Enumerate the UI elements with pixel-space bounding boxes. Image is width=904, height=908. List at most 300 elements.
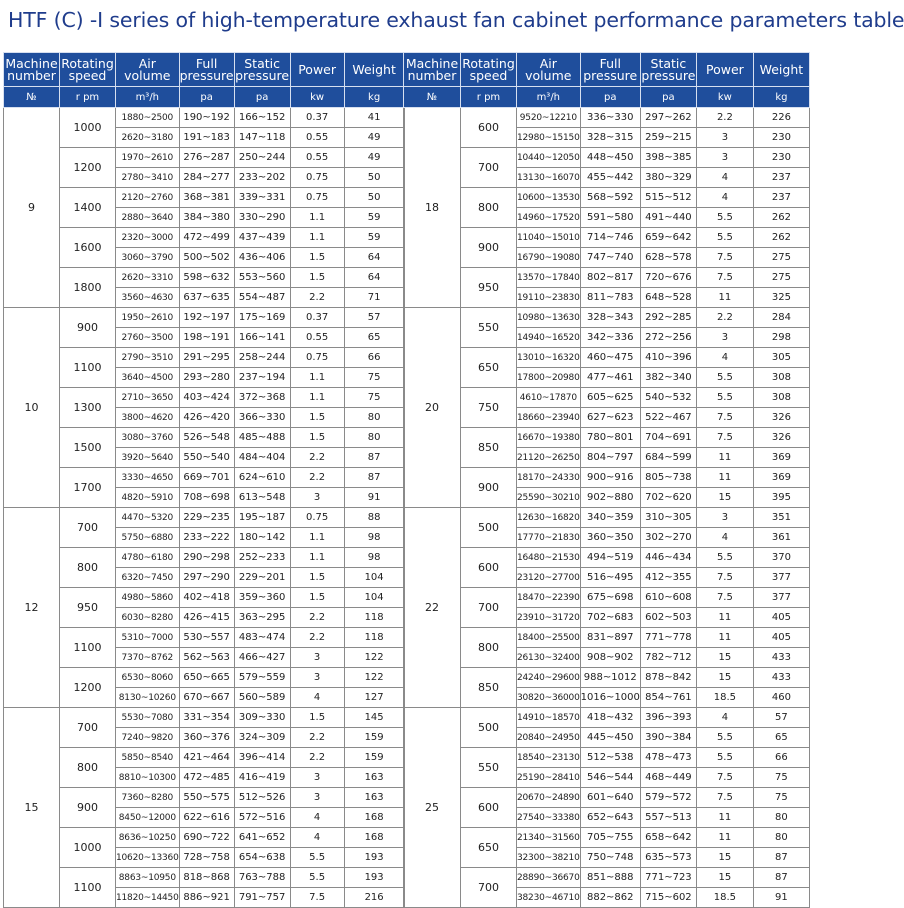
static-pressure-cell: 272~256 [640,328,696,348]
table-row [4,468,405,488]
weight-cell: 41 [344,108,404,128]
power-cell: 1.1 [290,528,344,548]
air-volume-cell: 25190~28410 [517,768,581,788]
weight-cell: 118 [344,608,404,628]
full-pressure-cell: 568~592 [580,188,640,208]
weight-cell: 377 [753,588,809,608]
full-pressure-cell: 591~580 [580,208,640,228]
rotating-speed-cell: 900 [60,788,116,828]
full-pressure-cell: 1016~1000 [580,688,640,708]
full-pressure-cell: 708~698 [179,488,234,508]
air-volume-cell: 24240~29600 [517,668,581,688]
full-pressure-cell: 669~701 [179,468,234,488]
weight-cell: 80 [753,808,809,828]
power-cell: 0.75 [290,508,344,528]
air-volume-cell: 3330~4650 [116,468,180,488]
weight-cell: 284 [753,308,809,328]
weight-cell: 216 [344,888,404,908]
static-pressure-cell: 554~487 [234,288,290,308]
header-label: volume [525,67,572,83]
weight-cell: 305 [753,348,809,368]
power-cell: 3 [290,488,344,508]
static-pressure-cell: 791~757 [234,888,290,908]
table-row [404,428,810,448]
weight-cell: 298 [753,328,809,348]
air-volume-cell: 16790~19080 [517,248,581,268]
weight-cell: 80 [344,428,404,448]
weight-cell: 308 [753,368,809,388]
rotating-speed-cell: 550 [461,308,517,348]
weight-header [753,53,809,87]
table-row [404,308,810,328]
weight-cell: 59 [344,208,404,228]
weight-cell: 65 [753,728,809,748]
rotating-speed-cell: 950 [461,268,517,308]
rotating-speed-cell: 700 [461,588,517,628]
air-volume-cell: 8810~10300 [116,768,180,788]
air-volume-cell: 21340~31560 [517,828,581,848]
air-volume-cell: 27540~33380 [517,808,581,828]
full-pressure-cell: 360~350 [580,528,640,548]
static-pressure-cell: 398~385 [640,148,696,168]
weight-cell: 308 [753,388,809,408]
power-cell: 3 [696,328,753,348]
static-pressure-cell: 715~602 [640,888,696,908]
static-pressure-cell: 412~355 [640,568,696,588]
static-pressure-header [234,53,290,87]
power-cell: 1.5 [290,428,344,448]
weight-cell: 49 [344,128,404,148]
power-cell: 11 [696,468,753,488]
table-row [404,108,810,128]
table-row [404,188,810,208]
table-row [4,108,405,128]
header-label: pressure [235,67,290,83]
air-volume-cell: 28890~36670 [517,868,581,888]
weight-cell: 127 [344,688,404,708]
power-cell: 4 [696,188,753,208]
table-row [404,828,810,848]
air-volume-cell: 18170~24330 [517,468,581,488]
power-cell: 0.75 [290,348,344,368]
table-row [4,668,405,688]
static-pressure-cell: 468~449 [640,768,696,788]
air-volume-unit: m³/h [517,87,581,108]
power-cell: 11 [696,628,753,648]
full-pressure-cell: 702~683 [580,608,640,628]
full-pressure-cell: 802~817 [580,268,640,288]
weight-cell: 326 [753,428,809,448]
air-volume-cell: 17770~21830 [517,528,581,548]
weight-cell: 262 [753,228,809,248]
static-pressure-cell: 658~642 [640,828,696,848]
header-label: speed [469,67,508,83]
machine-number-unit: № [4,87,60,108]
static-pressure-cell: 380~329 [640,168,696,188]
weight-cell: 460 [753,688,809,708]
air-volume-cell: 20840~24950 [517,728,581,748]
table-row [404,228,810,248]
static-pressure-cell: 654~638 [234,848,290,868]
static-pressure-cell: 628~578 [640,248,696,268]
power-cell: 7.5 [696,268,753,288]
power-cell: 2.2 [290,288,344,308]
full-pressure-cell: 384~380 [179,208,234,228]
full-pressure-cell: 670~667 [179,688,234,708]
power-cell: 15 [696,868,753,888]
weight-cell: 50 [344,168,404,188]
weight-cell: 59 [344,228,404,248]
air-volume-cell: 2620~3180 [116,128,180,148]
air-volume-cell: 8636~10250 [116,828,180,848]
full-pressure-cell: 598~632 [179,268,234,288]
header-label: Air [138,55,156,71]
full-pressure-cell: 445~450 [580,728,640,748]
power-cell: 7.5 [696,788,753,808]
rotating-speed-cell: 700 [60,708,116,748]
weight-cell: 370 [753,548,809,568]
air-volume-cell: 5310~7000 [116,628,180,648]
rotating-speed-cell: 900 [461,228,517,268]
table-row [404,348,810,368]
weight-header [344,53,404,87]
table-row [404,388,810,408]
static-pressure-cell: 175~169 [234,308,290,328]
header-label: Static [650,55,687,71]
air-volume-cell: 4980~5860 [116,588,180,608]
table-row [4,428,405,448]
static-pressure-cell: 166~152 [234,108,290,128]
power-cell: 1.1 [290,548,344,568]
air-volume-header [517,53,581,87]
full-pressure-cell: 331~354 [179,708,234,728]
power-cell: 1.1 [290,388,344,408]
power-cell: 0.37 [290,308,344,328]
static-pressure-cell: 410~396 [640,348,696,368]
weight-cell: 325 [753,288,809,308]
air-volume-cell: 2620~3310 [116,268,180,288]
air-volume-cell: 17800~20980 [517,368,581,388]
header-label: Full [195,55,218,71]
air-volume-cell: 10600~13530 [517,188,581,208]
static-pressure-cell: 515~512 [640,188,696,208]
static-pressure-cell: 250~244 [234,148,290,168]
full-pressure-cell: 190~192 [179,108,234,128]
weight-cell: 395 [753,488,809,508]
power-cell: 11 [696,448,753,468]
full-pressure-cell: 191~183 [179,128,234,148]
unit-row [404,87,810,108]
air-volume-cell: 30820~36000 [517,688,581,708]
static-pressure-cell: 478~473 [640,748,696,768]
rotating-speed-cell: 600 [461,108,517,148]
power-cell: 3 [696,508,753,528]
full-pressure-cell: 622~616 [179,808,234,828]
table-row [4,748,405,768]
air-volume-cell: 13010~16320 [517,348,581,368]
air-volume-cell: 3080~3760 [116,428,180,448]
rotating-speed-cell: 900 [461,468,517,508]
full-pressure-cell: 705~755 [580,828,640,848]
power-cell: 2.2 [290,728,344,748]
air-volume-cell: 2760~3500 [116,328,180,348]
static-pressure-cell: 309~330 [234,708,290,728]
rotating-speed-cell: 950 [60,588,116,628]
air-volume-cell: 4470~5320 [116,508,180,528]
air-volume-cell: 1950~2610 [116,308,180,328]
weight-cell: 64 [344,248,404,268]
full-pressure-cell: 233~222 [179,528,234,548]
rotating-speed-cell: 800 [461,628,517,668]
weight-cell: 275 [753,248,809,268]
machine-number-header [4,53,60,87]
header-row [404,53,810,87]
weight-cell: 163 [344,768,404,788]
weight-cell: 75 [344,388,404,408]
weight-cell: 326 [753,408,809,428]
weight-cell: 230 [753,128,809,148]
weight-cell: 87 [344,468,404,488]
table-row [404,148,810,168]
full-pressure-cell: 780~801 [580,428,640,448]
static-pressure-cell: 330~290 [234,208,290,228]
static-pressure-cell: 572~516 [234,808,290,828]
table-row [404,708,810,728]
full-pressure-cell: 627~623 [580,408,640,428]
static-pressure-cell: 522~467 [640,408,696,428]
power-cell: 2.2 [696,308,753,328]
weight-cell: 91 [753,888,809,908]
air-volume-cell: 3920~5640 [116,448,180,468]
weight-cell: 87 [753,868,809,888]
table-row [404,268,810,288]
full-pressure-cell: 902~880 [580,488,640,508]
air-volume-cell: 7240~9820 [116,728,180,748]
full-pressure-cell: 418~432 [580,708,640,728]
power-cell: 4 [696,168,753,188]
power-cell: 7.5 [696,568,753,588]
full-pressure-cell: 328~343 [580,308,640,328]
static-pressure-cell: 396~393 [640,708,696,728]
air-volume-cell: 9520~12210 [517,108,581,128]
weight-cell: 104 [344,588,404,608]
weight-cell: 433 [753,668,809,688]
full-pressure-cell: 340~359 [580,508,640,528]
table-row [404,628,810,648]
machine-number-cell: 10 [4,308,60,508]
page-title: HTF (C) -I series of high-temperature exhaust fan cabinet performance parameters table [8,8,904,32]
rotating-speed-cell: 700 [461,868,517,908]
weight-cell: 405 [753,628,809,648]
weight-cell: 65 [344,328,404,348]
air-volume-cell: 2320~3000 [116,228,180,248]
rotating-speed-cell: 800 [60,748,116,788]
static-pressure-cell: 491~440 [640,208,696,228]
full-pressure-unit: pa [580,87,640,108]
header-label: speed [68,67,107,83]
weight-cell: 57 [344,308,404,328]
power-cell: 11 [696,808,753,828]
static-pressure-cell: 878~842 [640,668,696,688]
table-row [4,308,405,328]
static-pressure-cell: 704~691 [640,428,696,448]
full-pressure-cell: 192~197 [179,308,234,328]
power-cell: 7.5 [696,408,753,428]
header-label: pressure [179,67,234,83]
full-pressure-cell: 818~868 [179,868,234,888]
unit-row [4,87,405,108]
table-row [404,508,810,528]
power-cell: 15 [696,648,753,668]
weight-cell: 98 [344,528,404,548]
power-cell: 5.5 [696,388,753,408]
rotating-speed-unit: r pm [60,87,116,108]
power-cell: 5.5 [290,868,344,888]
air-volume-cell: 6030~8280 [116,608,180,628]
rotating-speed-cell: 1200 [60,148,116,188]
rotating-speed-cell: 500 [461,508,517,548]
power-cell: 15 [696,488,753,508]
power-cell: 2.2 [290,628,344,648]
air-volume-cell: 7370~8762 [116,648,180,668]
static-pressure-cell: 310~305 [640,508,696,528]
weight-cell: 71 [344,288,404,308]
rotating-speed-cell: 1400 [60,188,116,228]
static-pressure-cell: 624~610 [234,468,290,488]
weight-cell: 193 [344,868,404,888]
full-pressure-cell: 460~475 [580,348,640,368]
machine-number-header [404,53,461,87]
full-pressure-cell: 448~450 [580,148,640,168]
full-pressure-cell: 882~862 [580,888,640,908]
full-pressure-cell: 500~502 [179,248,234,268]
full-pressure-cell: 368~381 [179,188,234,208]
power-cell: 0.55 [290,128,344,148]
static-pressure-cell: 771~778 [640,628,696,648]
weight-cell: 80 [344,408,404,428]
static-pressure-cell: 252~233 [234,548,290,568]
full-pressure-cell: 747~740 [580,248,640,268]
static-pressure-cell: 560~589 [234,688,290,708]
table-row [404,548,810,568]
full-pressure-cell: 750~748 [580,848,640,868]
power-cell: 1.5 [290,248,344,268]
weight-cell: 118 [344,628,404,648]
static-pressure-cell: 297~262 [640,108,696,128]
static-pressure-header [640,53,696,87]
power-cell: 1.5 [290,588,344,608]
full-pressure-cell: 546~544 [580,768,640,788]
full-pressure-cell: 421~464 [179,748,234,768]
weight-cell: 433 [753,648,809,668]
static-pressure-cell: 237~194 [234,368,290,388]
static-pressure-cell: 259~215 [640,128,696,148]
static-pressure-cell: 195~187 [234,508,290,528]
power-cell: 7.5 [696,428,753,448]
full-pressure-cell: 650~665 [179,668,234,688]
machine-number-cell: 15 [4,708,60,908]
air-volume-cell: 4820~5910 [116,488,180,508]
power-cell: 7.5 [290,888,344,908]
power-cell: 2.2 [290,468,344,488]
static-pressure-cell: 782~712 [640,648,696,668]
full-pressure-cell: 900~916 [580,468,640,488]
table-row [404,468,810,488]
weight-unit: kg [753,87,809,108]
full-pressure-cell: 988~1012 [580,668,640,688]
full-pressure-cell: 831~897 [580,628,640,648]
weight-cell: 122 [344,668,404,688]
power-cell: 1.5 [290,708,344,728]
header-label: Machine [405,55,459,71]
air-volume-cell: 26130~32400 [517,648,581,668]
header-label: Rotating [462,55,515,71]
full-pressure-cell: 714~746 [580,228,640,248]
power-cell: 18.5 [696,688,753,708]
air-volume-cell: 3560~4630 [116,288,180,308]
static-pressure-cell: 684~599 [640,448,696,468]
power-cell: 1.1 [290,208,344,228]
parameters-table-left [3,52,405,908]
rotating-speed-cell: 1000 [60,828,116,868]
full-pressure-cell: 562~563 [179,648,234,668]
weight-cell: 66 [753,748,809,768]
full-pressure-cell: 477~461 [580,368,640,388]
table-row [4,188,405,208]
static-pressure-cell: 485~488 [234,428,290,448]
air-volume-cell: 18400~25500 [517,628,581,648]
full-pressure-cell: 426~415 [179,608,234,628]
static-pressure-cell: 483~474 [234,628,290,648]
static-pressure-cell: 359~360 [234,588,290,608]
power-cell: 5.5 [696,748,753,768]
full-pressure-cell: 402~418 [179,588,234,608]
rotating-speed-cell: 750 [461,388,517,428]
static-pressure-cell: 610~608 [640,588,696,608]
static-pressure-cell: 324~309 [234,728,290,748]
table-row [4,588,405,608]
weight-cell: 66 [344,348,404,368]
full-pressure-cell: 360~376 [179,728,234,748]
power-header [290,53,344,87]
table-row [4,628,405,648]
air-volume-cell: 11040~15010 [517,228,581,248]
full-pressure-cell: 276~287 [179,148,234,168]
header-label: Machine [5,55,58,71]
table-row [4,268,405,288]
power-cell: 4 [696,708,753,728]
weight-cell: 159 [344,728,404,748]
full-pressure-cell: 512~538 [580,748,640,768]
full-pressure-cell: 516~495 [580,568,640,588]
power-unit: kw [696,87,753,108]
air-volume-cell: 10440~12050 [517,148,581,168]
static-pressure-cell: 436~406 [234,248,290,268]
rotating-speed-cell: 1500 [60,428,116,468]
header-label: Power [298,61,336,77]
rotating-speed-cell: 500 [461,708,517,748]
full-pressure-header [580,53,640,87]
air-volume-cell: 18660~23940 [517,408,581,428]
air-volume-cell: 7360~8280 [116,788,180,808]
header-label: Power [705,61,744,77]
weight-cell: 80 [753,828,809,848]
weight-cell: 64 [344,268,404,288]
rotating-speed-cell: 650 [461,348,517,388]
power-cell: 5.5 [696,228,753,248]
air-volume-cell: 2780~3410 [116,168,180,188]
full-pressure-cell: 472~485 [179,768,234,788]
